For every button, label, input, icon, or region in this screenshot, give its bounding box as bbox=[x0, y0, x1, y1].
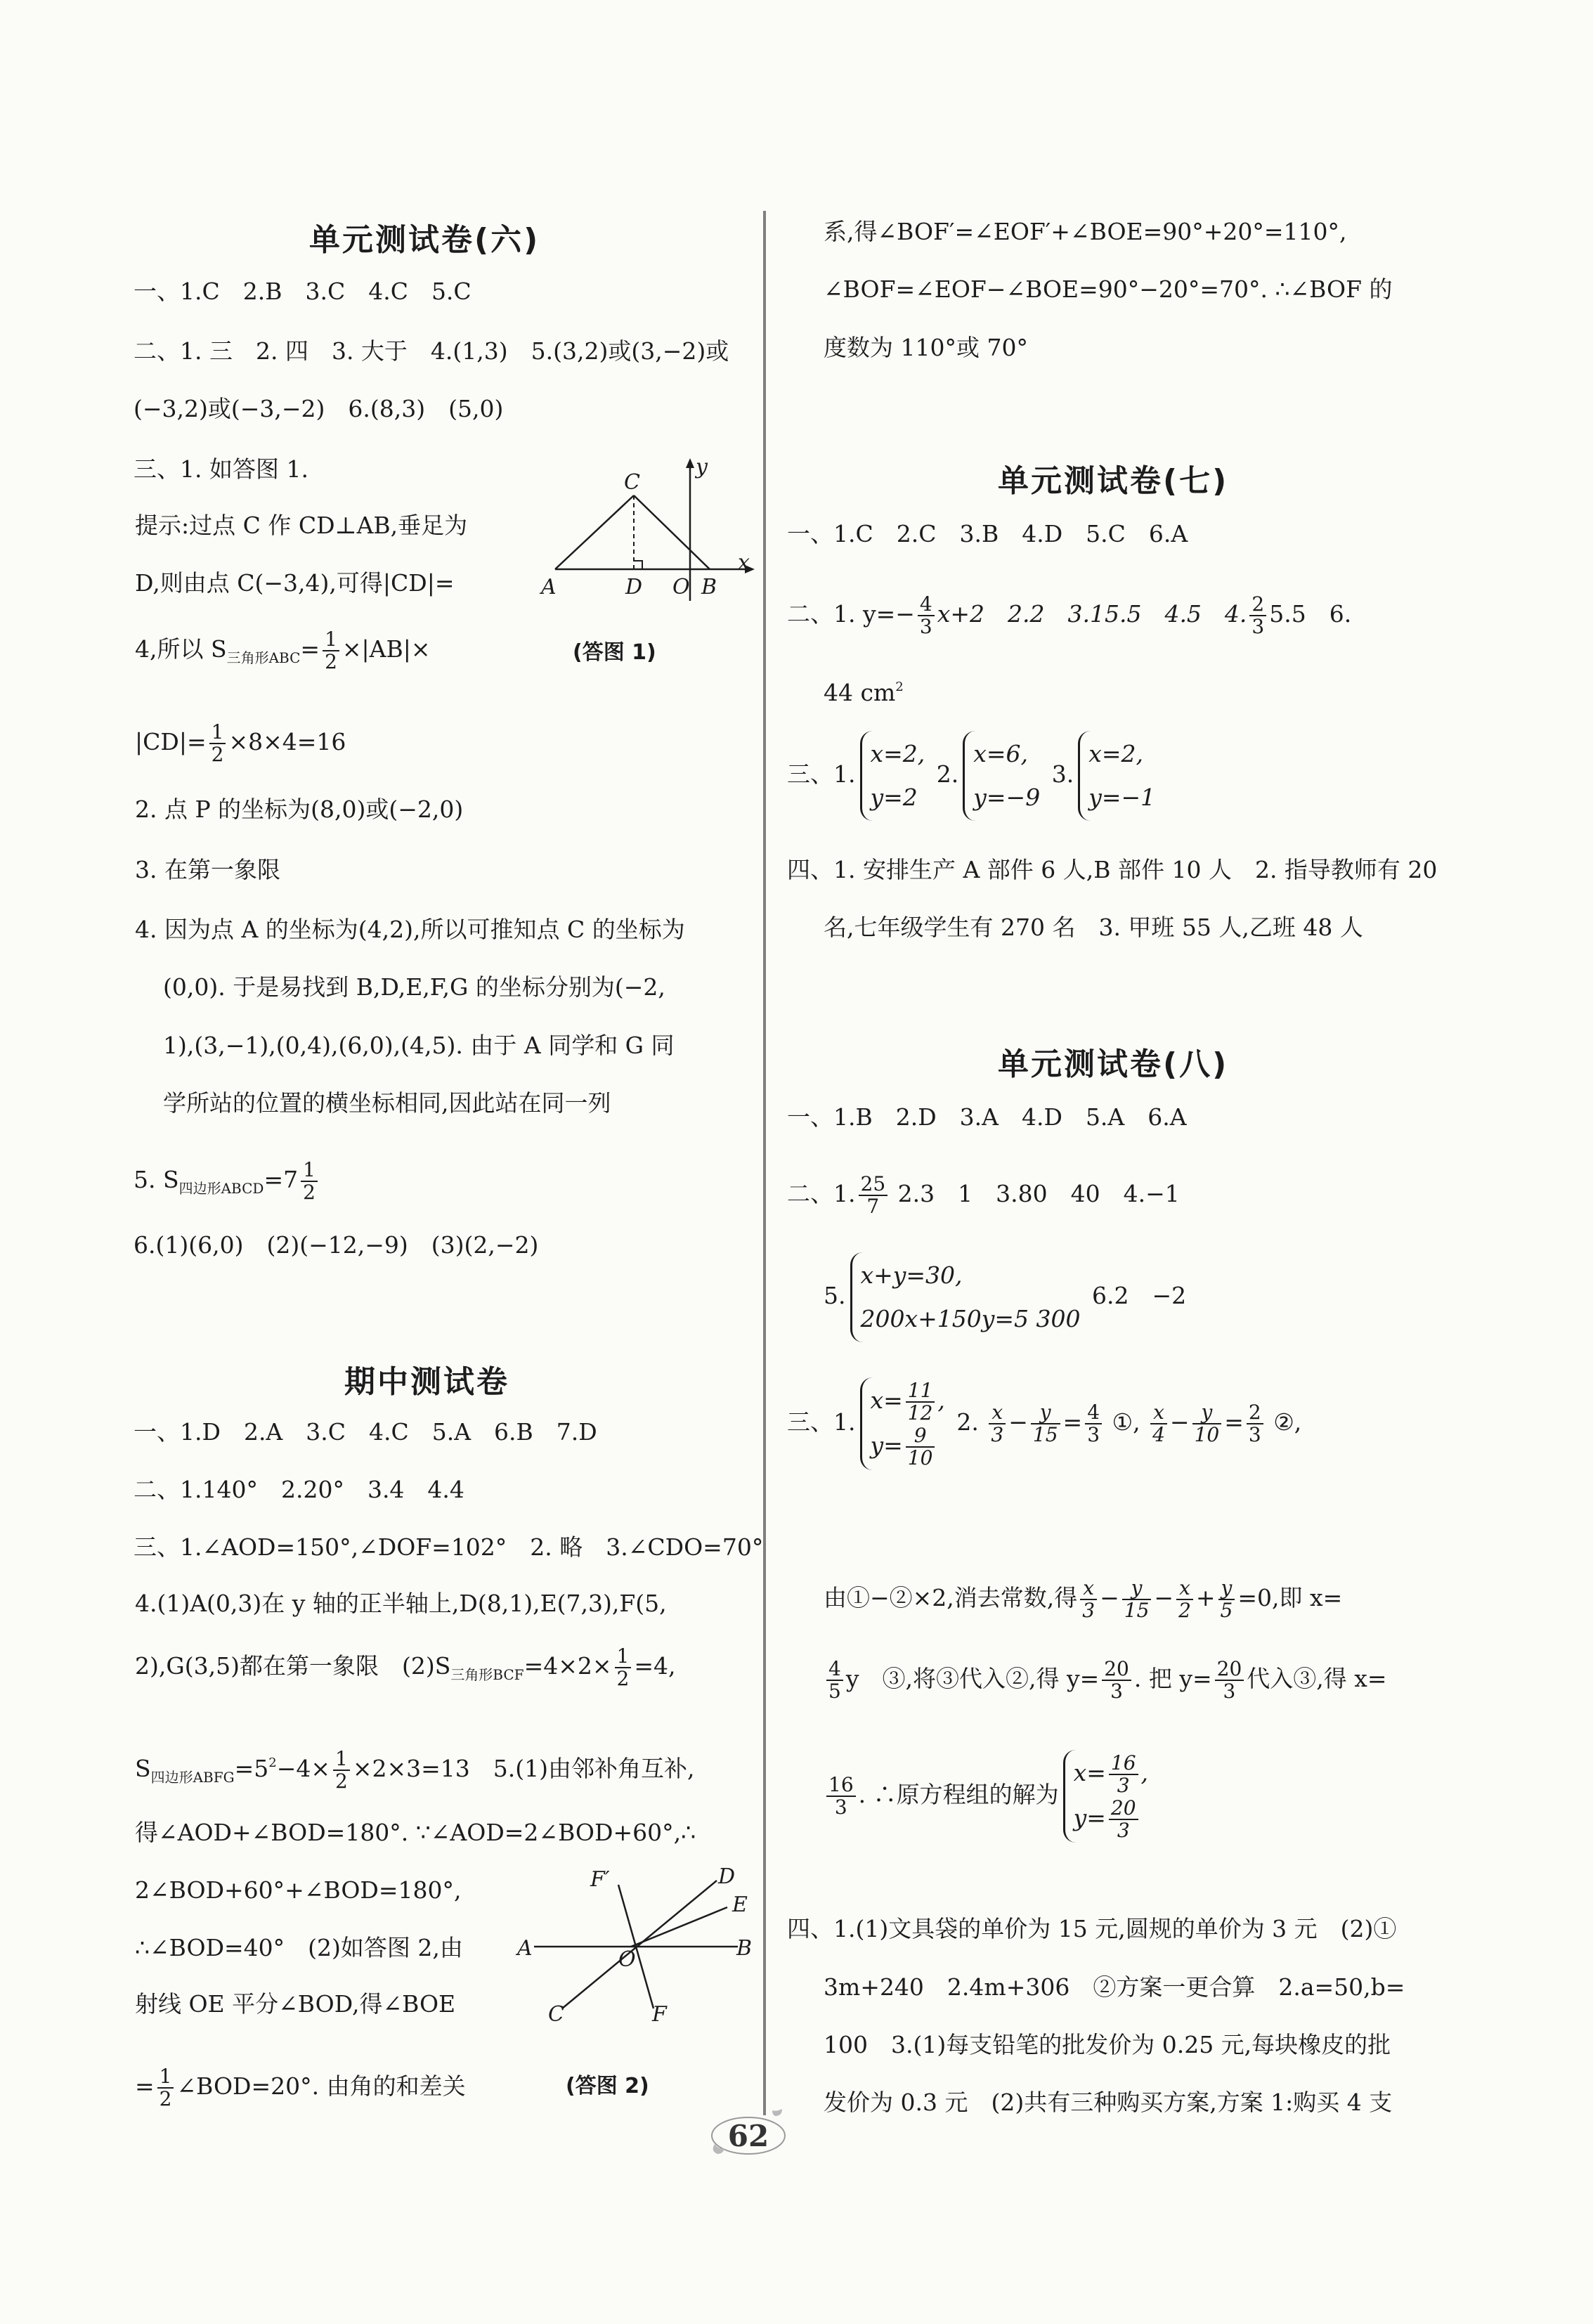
segment-cb bbox=[634, 495, 710, 569]
label-c: C bbox=[624, 470, 640, 495]
u6-part3-q3: 3. 在第一象限 bbox=[135, 856, 280, 883]
ray-oe bbox=[631, 1907, 727, 1947]
label-d: D bbox=[718, 1864, 736, 1889]
section-title-midterm: 期中测试卷 bbox=[344, 1364, 509, 1400]
cont-line3: 度数为 110°或 70° bbox=[824, 334, 1028, 361]
section-title-unit7: 单元测试卷(七) bbox=[998, 463, 1229, 499]
label-e: E bbox=[732, 1893, 748, 1917]
u6-part3-q2: 2. 点 P 的坐标为(8,0)或(−2,0) bbox=[135, 796, 464, 823]
u6-part1: 一、1.C 2.B 3.C 4.C 5.C bbox=[134, 278, 472, 305]
u6-part3-q4-line1: 4. 因为点 A 的坐标为(4,2),所以可推知点 C 的坐标为 bbox=[135, 916, 685, 943]
u8-part4-line2: 3m+240 2.4m+306 ②方案一更合算 2.a=50,b= bbox=[824, 1973, 1405, 2001]
fraction-half: $\frac{1}{2}$ bbox=[615, 1646, 632, 1689]
u8-part2: 二、1. $\frac{25}{7}$ 2.3 1 3.80 40 4.−1 bbox=[787, 1172, 1180, 1218]
mid-part3-line3: 2),G(3,5)都在第一象限 $(2)S_{三角形BCF}=4\times 2\times$ $\frac{1}{2}$ =4, bbox=[135, 1644, 676, 1690]
u8-part3-line4: $\frac{16}{3}$ . ∴原方程组的解为 x= $\frac{16}{3}$ , y= $\frac{20}{3}$ bbox=[824, 1750, 1152, 1843]
u6-part3-q1: 三、1. 如答图 1. bbox=[134, 455, 308, 483]
mid-part2: 二、1.140° 2.20° 3.4 4.4 bbox=[134, 1476, 464, 1503]
label-x: x bbox=[738, 550, 750, 575]
u6-part3-q6: 6.(1)(6,0) (2)(−12,−9) (3)(2,−2) bbox=[134, 1231, 539, 1259]
u8-part3-line2: 由①−②×2,消去常数,得 $\frac{x}{3}$ − $\frac{y}{15}$ − $\frac{x}{2}$ + $\frac{y}{5}$ =0,即 x= bbox=[824, 1576, 1343, 1622]
u6-part2: 二、1. 三 2. 四 3. 大于 4.(1,3) 5.(3,2)或(3,−2)或 bbox=[134, 337, 729, 365]
fraction-4-5: $\frac{4}{5}$ bbox=[826, 1658, 843, 1702]
u8-part4-line1: 四、1.(1)文具袋的单价为 15 元,圆规的单价为 3 元 (2)① bbox=[787, 1915, 1397, 1942]
mid-part3-line9: = $\frac{1}{2}$ ∠BOD=20°. 由角的和差关 bbox=[135, 2065, 466, 2110]
label-a: A bbox=[517, 1936, 533, 1961]
page-number: 62 bbox=[727, 2119, 769, 2153]
fraction-half: $\frac{1}{2}$ bbox=[333, 1748, 350, 1792]
u6-hint-line1: 提示:过点 C 作 CD⊥AB,垂足为 bbox=[135, 512, 468, 539]
figure-1-coordinate-diagram bbox=[534, 457, 759, 604]
section-title-unit6: 单元测试卷(六) bbox=[309, 222, 540, 258]
u8-part2-q5: 5. x+y=30, 200x+150y=5 300 6.2 −2 bbox=[824, 1252, 1186, 1342]
label-b: B bbox=[736, 1936, 753, 1961]
label-f-prime: F′ bbox=[590, 1867, 610, 1892]
mid-part3-line4: $S_{四边形ABFG}=5^2-4\times$ $\frac{1}{2}$ ×2×3=13 5.(1)由邻补角互补, bbox=[135, 1747, 695, 1793]
mid-part3-line6: 2∠BOD+60°+∠BOD=180°, bbox=[135, 1876, 462, 1904]
system-solution-1: x= $\frac{11}{12}$ , y= $\frac{9}{10}$ bbox=[860, 1377, 945, 1470]
fraction-half: $\frac{1}{2}$ bbox=[323, 629, 339, 673]
cont-line2: ∠BOF=∠EOF−∠BOE=90°−20°=70°. ∴∠BOF 的 bbox=[824, 275, 1393, 303]
fraction-half: $\frac{1}{2}$ bbox=[209, 722, 226, 765]
mid-part3-line2: 4.(1)A(0,3)在 y 轴的正半轴上,D(8,1),E(7,3),F(5, bbox=[135, 1590, 667, 1617]
figure-2-angle-diagram bbox=[513, 1855, 759, 2038]
u7-part4-line2: 名,七年级学生有 270 名 3. 甲班 55 人,乙班 48 人 bbox=[824, 914, 1363, 941]
system-final: x= $\frac{16}{3}$ , y= $\frac{20}{3}$ bbox=[1063, 1750, 1148, 1843]
u8-part1: 一、1.B 2.D 3.A 4.D 5.A 6.A bbox=[787, 1103, 1187, 1131]
cont-line1: 系,得∠BOF′=∠EOF′+∠BOE=90°+20°=110°, bbox=[824, 218, 1347, 245]
figure-1-caption: (答图 1) bbox=[573, 640, 656, 665]
fraction-25-7: $\frac{25}{7}$ bbox=[859, 1174, 888, 1217]
u6-part2-cont: (−3,2)或(−3,−2) 6.(8,3) (5,0) bbox=[134, 395, 504, 422]
system-5: x+y=30, 200x+150y=5 300 bbox=[850, 1252, 1081, 1342]
u6-part3-q4-line4: 学所站的位置的横坐标相同,因此站在同一列 bbox=[163, 1089, 611, 1117]
label-y: y bbox=[696, 457, 708, 479]
fraction-half: $\frac{1}{2}$ bbox=[157, 2066, 174, 2110]
column-divider bbox=[763, 211, 766, 2115]
label-o: O bbox=[672, 575, 690, 599]
mid-part3-line8: 射线 OE 平分∠BOD,得∠BOE bbox=[135, 1990, 456, 2018]
fraction-half: $\frac{1}{2}$ bbox=[301, 1160, 318, 1203]
mid-part3-line1: 三、1.∠AOD=150°,∠DOF=102° 2. 略 3.∠CDO=70° bbox=[134, 1533, 764, 1561]
right-angle-mark bbox=[634, 561, 642, 569]
u8-part3-line3: $\frac{4}{5}$ y ③,将③代入②,得 y= $\frac{20}{3}$ . 把 y= $\frac{20}{3}$ 代入③,得 x= bbox=[824, 1658, 1387, 1702]
label-a: A bbox=[541, 575, 557, 599]
mid-part3-line5: 得∠AOD+∠BOD=180°. ∵∠AOD=2∠BOD+60°,∴ bbox=[135, 1819, 696, 1846]
u6-hint-line4: |CD|= $\frac{1}{2}$ ×8×4=16 bbox=[135, 720, 346, 766]
mid-part3-line7: ∴∠BOD=40° (2)如答图 2,由 bbox=[135, 1934, 463, 1961]
page-number-badge bbox=[692, 2105, 805, 2168]
label-c: C bbox=[548, 2002, 564, 2027]
label-f: F bbox=[652, 2002, 667, 2027]
line-cd bbox=[562, 1881, 717, 2008]
u7-part1: 一、1.C 2.C 3.B 4.D 5.C 6.A bbox=[787, 520, 1188, 547]
system-3: x=2, y=−1 bbox=[1078, 731, 1155, 821]
u7-part4-line1: 四、1. 安排生产 A 部件 6 人,B 部件 10 人 2. 指导教师有 20 bbox=[787, 856, 1438, 883]
u6-part3-q4-line3: 1),(3,−1),(0,4),(6,0),(4,5). 由于 A 同学和 G 同 bbox=[163, 1032, 675, 1059]
y-axis-arrow bbox=[686, 458, 694, 468]
figure-2-caption: (答图 2) bbox=[566, 2074, 649, 2098]
fraction-4-3: $\frac{4}{3}$ bbox=[918, 594, 935, 637]
u7-part2-cont: 44 $cm^2$ bbox=[824, 679, 904, 706]
system-1: x=2, y=2 bbox=[860, 731, 925, 821]
u6-part3-q4-line2: (0,0). 于是易找到 B,D,E,F,G 的坐标分别为(−2, bbox=[163, 973, 665, 1001]
label-b: B bbox=[701, 575, 717, 599]
u7-part3: 三、1. x=2, y=2 2. x=6, y=−9 3. x=2, y=−1 bbox=[787, 731, 1159, 821]
segment-ac bbox=[555, 495, 634, 569]
u6-part3-q5: 5. $S_{四边形ABCD}=7$ $\frac{1}{2}$ bbox=[134, 1160, 320, 1203]
fraction-2-3: $\frac{2}{3}$ bbox=[1249, 594, 1266, 637]
section-title-unit8: 单元测试卷(八) bbox=[998, 1046, 1229, 1082]
u7-part2: 二、1. y=− $\frac{4}{3}$ x+2 2.2 3.15.5 4.5 4. $\frac{2}{3}$ 5.5 6. bbox=[787, 592, 1352, 638]
mid-part1: 一、1.D 2.A 3.C 4.C 5.A 6.B 7.D bbox=[134, 1418, 597, 1446]
label-d: D bbox=[625, 575, 643, 599]
u6-hint-line3: 4,所以 $S_{三角形ABC}=$ $\frac{1}{2}$ ×|AB|× bbox=[135, 628, 431, 673]
u8-part4-line4: 发价为 0.3 元 (2)共有三种购买方案,方案 1:购买 4 支 bbox=[824, 2089, 1393, 2116]
u8-part4-line3: 100 3.(1)每支铅笔的批发价为 0.25 元,每块橡皮的批 bbox=[824, 2031, 1391, 2058]
u6-hint-line2: D,则由点 C(−3,4),可得|CD|= bbox=[135, 569, 455, 597]
u8-part3-line1: 三、1. x= $\frac{11}{12}$ , y= $\frac{9}{10}$ 2. $\frac{x}{3}$ − $\frac{y}{15}$ = $\frac{4}{3}$ ①, $\frac{x}{4}$ − $\frac{y}{10}$ = $\frac{2}{3}$ ②, bbox=[787, 1379, 1302, 1469]
label-o: O bbox=[618, 1947, 636, 1972]
system-2: x=6, y=−9 bbox=[963, 731, 1040, 821]
